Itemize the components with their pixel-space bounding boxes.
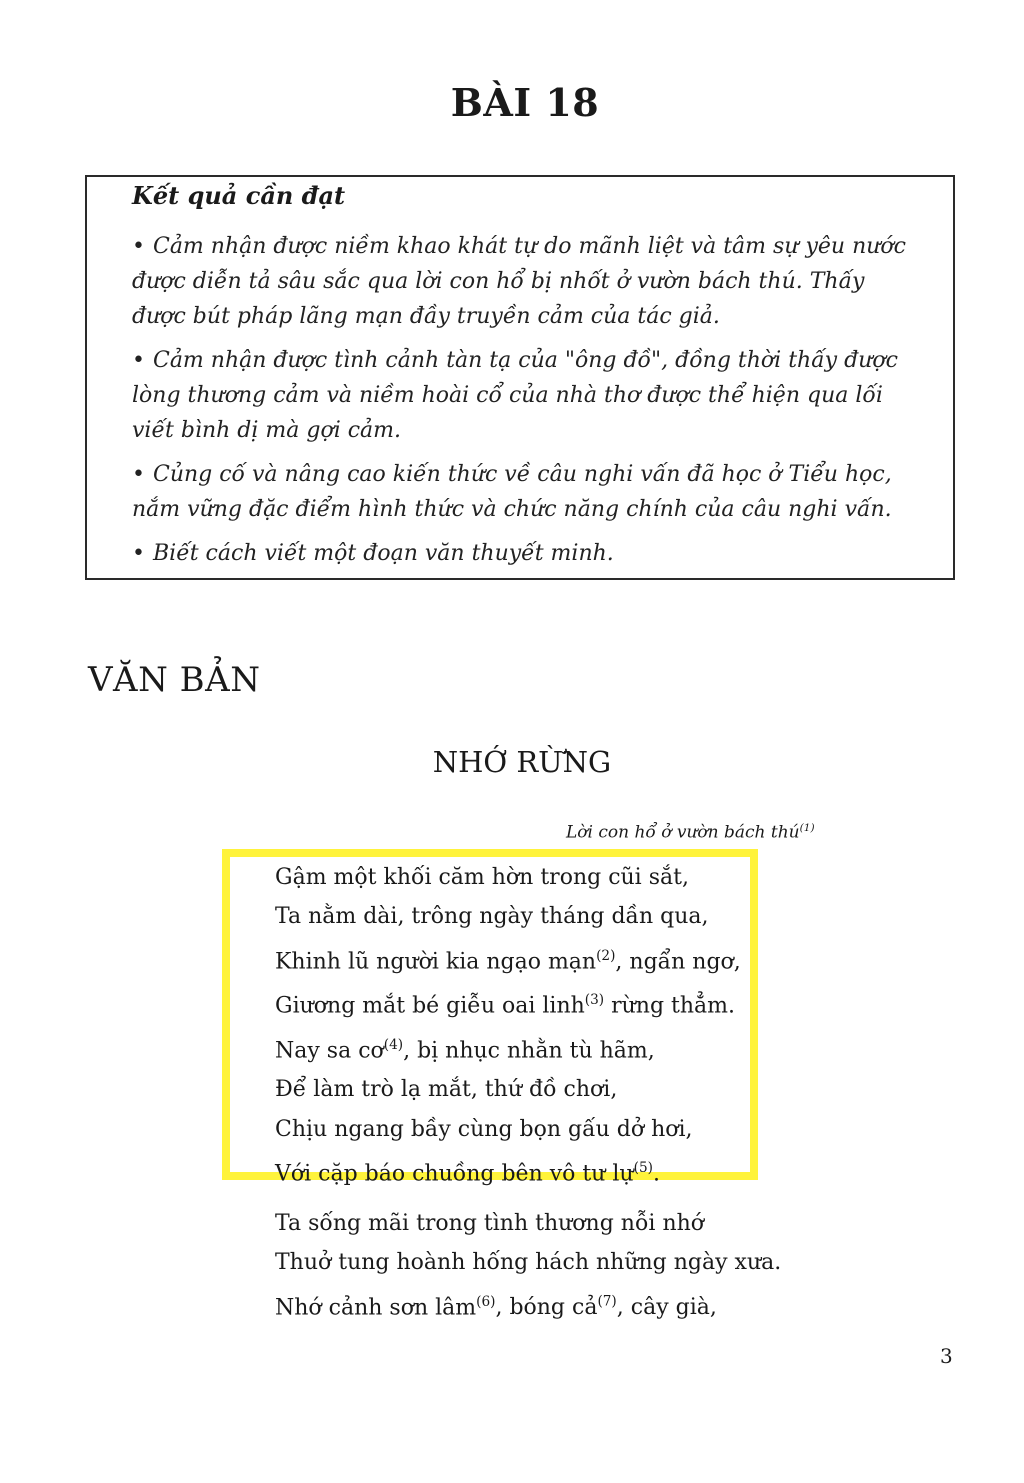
poem-line-text: Khinh lũ người kia ngạo mạn (275, 948, 597, 974)
poem-subtitle (566, 822, 815, 843)
footnote-marker: (7) (597, 1293, 617, 1310)
footnote-marker: (6) (476, 1293, 496, 1310)
poem-line (275, 897, 741, 936)
poem-line-tail: , ngẩn ngơ, (615, 948, 741, 974)
poem-line-text: Thuở tung hoành hống hách những ngày xưa. (275, 1250, 782, 1276)
poem-stanza-2 (275, 1204, 781, 1327)
poem-line (275, 1204, 781, 1243)
poem-line-tail: rừng thẳm. (604, 993, 736, 1019)
bullet-icon: • (132, 348, 145, 373)
poem-line-text: Nay sa cơ (275, 1038, 384, 1064)
poem-line-tail: , bóng cả$^{(7)}$, cây già, (495, 1293, 717, 1320)
poem-line-text: Giương mắt bé giễu oai linh (275, 993, 585, 1019)
bullet-icon: • (132, 234, 145, 259)
objectives-heading: Kết quả cần đạt (132, 181, 346, 210)
objective-text: Củng cố và nâng cao kiến thức về câu nghi vấn đã học ở Tiểu học, nắm vững đặc điểm hình thức và chức năng chính của câu nghi vấn. (132, 462, 892, 522)
poem-line-text: Với cặp báo chuồng bên vô tư lự (275, 1161, 634, 1187)
poem-title: NHỚ RỪNG (432, 745, 612, 779)
objective-text: Cảm nhận được tình cảnh tàn tạ của "ông đồ", đồng thời thấy được lòng thương cảm và niềm hoài cổ của nhà thơ được thể hiện qua lối viết bình dị mà gợi cảm. (132, 348, 898, 443)
objectives-list (132, 229, 922, 580)
poem-line-text: Để làm trò lạ mắt, thứ đồ chơi, (275, 1077, 618, 1103)
footnote-marker: (2) (596, 947, 616, 964)
bullet-icon: • (132, 462, 145, 487)
poem-line-text: Nhớ cảnh sơn lâm (275, 1294, 477, 1320)
section-title: VĂN BẢN (88, 660, 261, 700)
poem-line-text: Ta sống mãi trong tình thương nỗi nhớ (275, 1211, 705, 1236)
poem-line (275, 1243, 781, 1282)
poem-line (275, 1149, 741, 1194)
objectives-box (85, 175, 955, 580)
objective-text: Biết cách viết một đoạn văn thuyết minh. (152, 541, 614, 566)
poem-line (275, 1070, 741, 1109)
poem-line (275, 858, 741, 897)
poem-line (275, 1026, 741, 1071)
poem-line (275, 1283, 781, 1328)
poem-stanza-1 (275, 858, 741, 1194)
lesson-title: BÀI 18 (450, 80, 600, 125)
objective-text: Cảm nhận được niềm khao khát tự do mãnh liệt và tâm sự yêu nước được diễn tả sâu sắc qua lời con hổ bị nhốt ở vườn bách thú. Thấy được bút pháp lãng mạn đầy truyền cảm của tác giả. (132, 234, 906, 329)
poem-line (275, 1110, 741, 1149)
footnote-marker: (5) (633, 1160, 653, 1177)
bullet-icon: • (132, 541, 145, 566)
poem-subtitle-text: Lời con hổ ở vườn bách thú (566, 822, 800, 843)
footnote-marker: (3) (584, 992, 605, 1009)
objective-item (132, 536, 922, 571)
objective-item (132, 457, 922, 527)
page-number: 3 (940, 1344, 953, 1368)
poem-line-text: Gậm một khối căm hờn trong cũi sắt, (275, 865, 689, 890)
poem-line (275, 937, 741, 982)
footnote-marker: (1) (799, 822, 815, 834)
objective-item (132, 343, 922, 448)
poem-line-tail: . (652, 1161, 660, 1187)
objective-item (132, 229, 922, 334)
poem-line (275, 981, 741, 1026)
poem-line-tail: , bị nhục nhằn tù hãm, (403, 1038, 655, 1064)
poem-line-text: Ta nằm dài, trông ngày tháng dần qua, (275, 904, 709, 930)
footnote-marker: (4) (383, 1036, 404, 1053)
poem-line-text: Chịu ngang bầy cùng bọn gấu dở hơi, (275, 1116, 693, 1142)
